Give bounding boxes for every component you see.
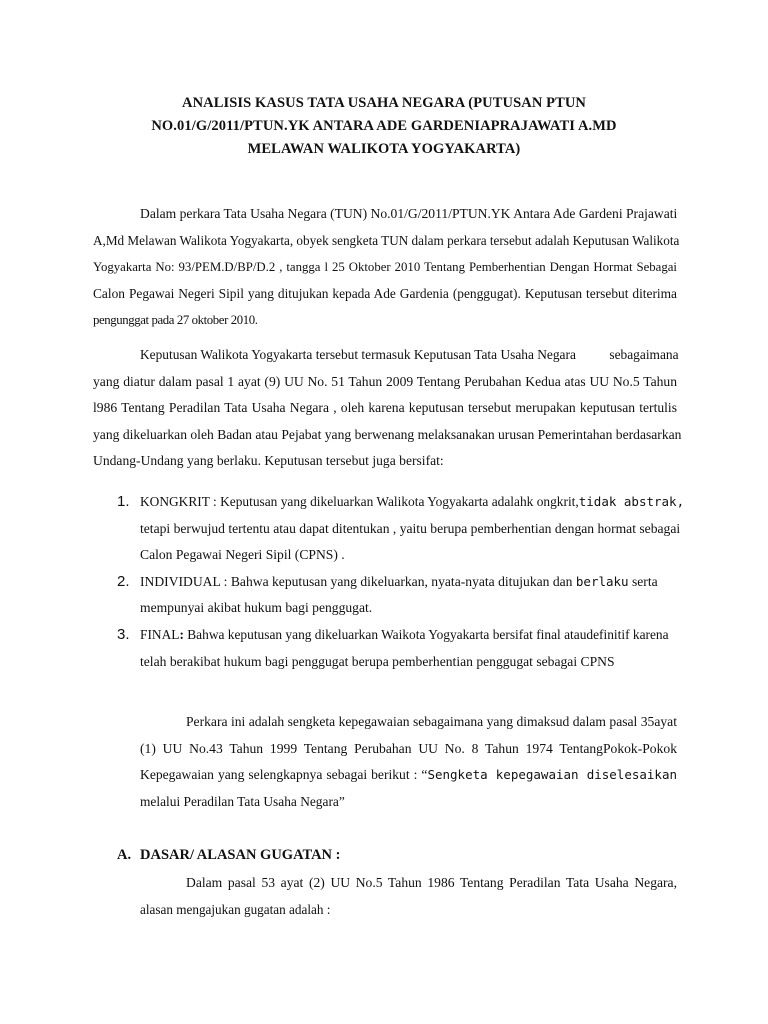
list-line: tetapi berwujud tertentu atau dapat ditentukan , yaitu berupa pemberhentian dengan hormat sebagai — [140, 520, 681, 536]
section-a-heading — [117, 847, 340, 864]
paragraph-line: Dalam perkara Tata Usaha Negara (TUN) No.01/G/2011/PTUN.YK Antara Ade Gardeni Prajawati — [140, 206, 678, 221]
paragraph-text-mono: Sengketa kepegawaian diselesaikan — [427, 767, 677, 783]
paragraph-line — [140, 762, 677, 789]
section-letter: A. — [117, 847, 132, 863]
paragraph-line: yang dikeluarkan oleh Badan atau Pejabat yang berwenang melaksanakan urusan Pemerintahan berdasarkan — [93, 426, 682, 442]
paragraph-text: Kepegawaian yang selengkapnya sebagai berikut : “ — [140, 767, 428, 783]
list-item — [117, 569, 677, 622]
paragraph-line: Yogyakarta No: 93/PEM.D/BP/D.2 , tangga l 25 Oktober 2010 Tentang Pemberhentian Dengan Hormat Sebagai — [93, 260, 677, 275]
paragraph-line: alasan mengajukan gugatan adalah : — [140, 901, 331, 917]
paragraph-employment-dispute — [140, 709, 677, 815]
document-title — [0, 92, 768, 161]
paragraph-line: (1) UU No.43 Tahun 1999 Tentang Perubahan UU No. 8 Tahun 1974 TentangPokok-Pokok — [140, 740, 677, 756]
list-text: INDIVIDUAL : Bahwa keputusan yang dikeluarkan, nyata-nyata ditujukan dan — [140, 573, 576, 589]
list-text: serta — [628, 573, 658, 589]
paragraph-line: Perkara ini adalah sengketa kepegawaian sebagaimana yang dimaksud dalam pasal 35ayat — [186, 714, 677, 729]
paragraph-line: pengunggat pada 27 oktober 2010. — [93, 313, 258, 328]
list-number: 2. — [117, 572, 130, 590]
list-line: mempunyai akibat hukum bagi penggugat. — [140, 600, 373, 616]
paragraph-decision-classification — [93, 342, 682, 475]
list-line — [140, 622, 677, 649]
list-text-bold: : — [179, 626, 184, 642]
paragraph-line: melalui Peradilan Tata Usaha Negara” — [140, 793, 345, 809]
section-heading-text: DASAR/ ALASAN GUGATAN : — [140, 847, 341, 863]
title-line-2: NO.01/G/2011/PTUN.YK ANTARA ADE GARDENIAPRAJAWATI A.MD — [151, 118, 617, 134]
list-number: 1. — [117, 493, 130, 510]
list-line: Calon Pegawai Negeri Sipil (CPNS) . — [140, 547, 345, 563]
list-line: telah berakibat hukum bagi penggugat berupa pemberhentian penggugat sebagai CPNS — [140, 653, 615, 669]
paragraph-line: l986 Tentang Peradilan Tata Usaha Negara , oleh karena keputusan tersebut merupakan keputusan tertulis — [93, 400, 677, 416]
list-text: Bahwa keputusan yang dikeluarkan Waikota Yogyakarta bersifat final ataudefinitif karena — [183, 626, 669, 642]
list-text-mono: berlaku — [575, 573, 629, 589]
decision-characteristics-list — [117, 489, 685, 675]
paragraph-case-intro — [93, 201, 680, 334]
title-line-3: MELAWAN WALIKOTA YOGYAKARTA) — [247, 141, 521, 157]
list-text: FINAL — [140, 626, 180, 642]
list-item — [117, 622, 677, 675]
paragraph-line: Keputusan Walikota Yogyakarta tersebut termasuk Keputusan Tata Usaha Negara sebagaimana — [140, 347, 679, 362]
title-line-1: ANALISIS KASUS TATA USAHA NEGARA (PUTUSAN PTUN — [182, 95, 586, 111]
paragraph-line: Dalam pasal 53 ayat (2) UU No.5 Tahun 1986 Tentang Peradilan Tata Usaha Negara, — [186, 875, 677, 890]
paragraph-line: Calon Pegawai Negeri Sipil yang ditujukan kepada Ade Gardenia (penggugat). Keputusan tersebut diterima — [93, 285, 677, 301]
list-text: KONGKRIT : Keputusan yang dikeluarkan Walikota Yogyakarta adalahk ongkrit, — [140, 494, 579, 509]
paragraph-lawsuit-grounds — [140, 870, 677, 923]
list-number: 3. — [117, 625, 130, 643]
paragraph-line: yang diatur dalam pasal 1 ayat (9) UU No. 51 Tahun 2009 Tentang Perubahan Kedua atas UU No.5 Tahun — [93, 373, 677, 389]
list-line — [140, 489, 685, 516]
list-item — [117, 489, 685, 569]
paragraph-line: A,Md Melawan Walikota Yogyakarta, obyek sengketa TUN dalam perkara tersebut adalah Keputusan Walikota — [93, 232, 680, 248]
list-line — [140, 569, 677, 596]
list-text-mono: tidak abstrak, — [578, 494, 685, 509]
paragraph-line: Undang-Undang yang berlaku. Keputusan tersebut juga bersifat: — [93, 453, 444, 469]
